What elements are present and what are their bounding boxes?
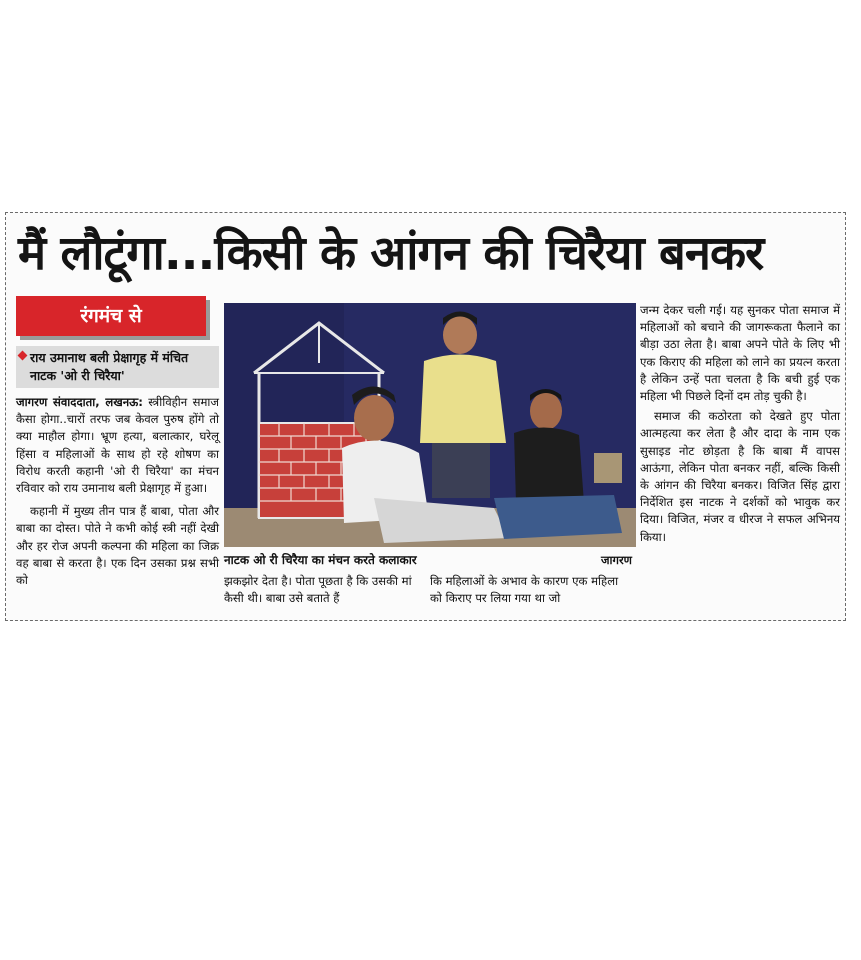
subheadline [16, 346, 219, 388]
headline: मैं लौटूंगा...किसी के आंगन की चिरैया बनकर [18, 226, 764, 281]
column-left [16, 296, 219, 589]
paragraph-1 [16, 394, 219, 497]
section-tag: रंगमंच से [16, 296, 206, 336]
caption-text: नाटक ओ री चिरैया का मंचन करते कलाकार [224, 553, 417, 567]
byline: जागरण संवाददाता, लखनऊ: [16, 395, 143, 409]
stage-photo-illustration [224, 303, 636, 547]
lamp-prop [594, 453, 622, 483]
subheadline-text: राय उमानाथ बली प्रेक्षागृह में मंचित नाटक 'ओ री चिरैया' [30, 350, 189, 383]
column-2-bottom: झकझोर देता है। पोता पूछता है कि उसकी मां कैसी थी। बाबा उसे बताते हैं [224, 574, 412, 606]
paragraph-1-text: स्त्रीविहीन समाज कैसा होगा..चारों तरफ जब केवल पुरुष होंगे तो क्या माहौल होगा। भ्रूण हत्या, बलात्कार, घरेलू हिंसा व महिलाओं के साथ हो रहे शोषण का विरोध करती कहानी 'ओ री चिरैया' का मंचन रविवार को राय उमानाथ बली प्रेक्षागृह में हुआ। [16, 395, 220, 496]
column-3-bottom: कि महिलाओं के अभाव के कारण एक महिला को किराए पर लिया गया था जो [430, 574, 619, 606]
photo-caption [224, 551, 636, 569]
paragraph-right-1: जन्म देकर चली गई। यह सुनकर पोता समाज में महिलाओं को बचाने की जागरूकता फैलाने का बीड़ा उठा लेता है। बाबा अपने पोते के लिए भी एक किराए की महिला को लाने का प्रयत्न करता है लेकिन उन्हें पता चलता है कि बची हुई एक महिला भी पिछले दिनों दम तोड़ चुकी है। [640, 303, 840, 404]
newspaper-clipping [5, 212, 846, 621]
paragraph-2: कहानी में मुख्य तीन पात्र हैं बाबा, पोता और बाबा का दोस्त। पोते ने कभी कोई स्त्री नहीं देखी और हर रोज अपनी कल्पना की महिला का जिक्र वह बाबा से करता है। एक दिन उसका प्रश्न सभी को [16, 504, 219, 588]
column-right [640, 302, 840, 546]
photo-credit: जागरण [600, 553, 632, 567]
diamond-bullet-icon [18, 351, 28, 361]
stage-photo [224, 303, 636, 547]
paragraph-right-2: समाज की कठोरता को देखते हुए पोता आत्महत्या कर लेता है और दादा के नाम एक सुसाइड नोट छोड़ता है कि बाबा मैं वापस आऊंगा, लेकिन पोता बनकर नहीं, बल्कि किसी के आंगन की चिरैया बनकर। विजित सिंह द्वारा निर्देशित इस नाटक ने दर्शकों को भावुक कर दिया। विजित, मंजर व धीरज ने सफल अभिनय किया। [640, 409, 840, 544]
